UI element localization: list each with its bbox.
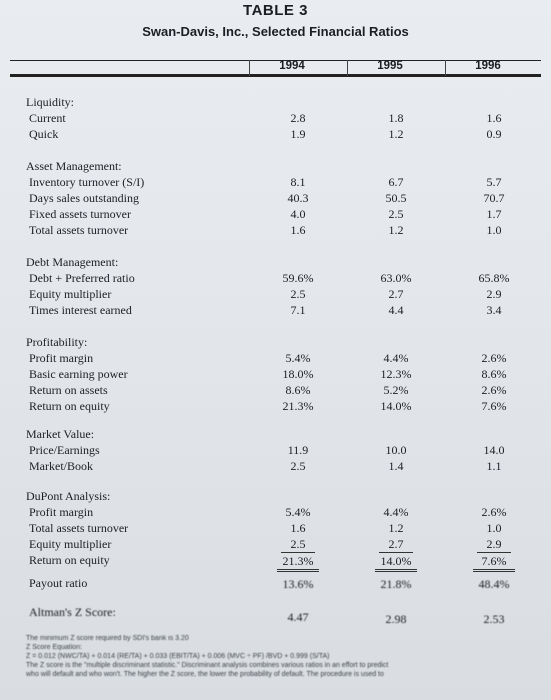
values-1994	[263, 270, 333, 318]
section-market-value	[26, 426, 100, 474]
row-label: Days sales outstanding	[29, 191, 139, 205]
table-cell: 6.7	[388, 175, 404, 189]
values-1996	[459, 504, 529, 572]
table-cell: 8.1	[290, 175, 306, 189]
values-1996	[459, 270, 529, 318]
table-cell: 2.5	[388, 207, 404, 221]
column-divider	[249, 60, 250, 76]
values-1995	[361, 442, 431, 474]
values-1994	[263, 442, 333, 474]
values-1994	[263, 110, 333, 142]
table-cell: 1.6	[290, 223, 306, 237]
header-bottom-rule	[10, 74, 541, 77]
footnote-line: Z Score Equation:	[26, 644, 83, 651]
table-cell: 2.5	[290, 459, 306, 473]
row-label: Return on equity	[29, 399, 110, 413]
values-1995	[361, 110, 431, 142]
row-label: Equity multiplier	[29, 287, 112, 301]
table-title: Swan-Davis, Inc., Selected Financial Ratios	[142, 24, 409, 39]
table-cell: 21.3%	[277, 553, 319, 572]
table-cell: 1.4	[388, 459, 404, 473]
table-cell: 2.9	[486, 287, 502, 301]
section-title: DuPont Analysis:	[26, 489, 111, 503]
table-cell: 4.4%	[383, 505, 409, 519]
table-cell: 50.5	[385, 191, 407, 205]
year-header-1994: 1994	[279, 60, 305, 72]
table-cell: 11.9	[287, 443, 309, 457]
table-cell: 70.7	[483, 191, 505, 205]
table-cell: 5.4%	[285, 505, 311, 519]
table-cell: 1.2	[388, 521, 404, 535]
row-label: Profit margin	[29, 505, 94, 519]
table-cell: 12.3%	[380, 367, 412, 381]
values-1996	[459, 110, 529, 142]
section-asset-management	[26, 158, 144, 238]
values-1994	[263, 174, 333, 238]
table-cell: 1.1	[486, 459, 502, 473]
section-title: Market Value:	[26, 427, 95, 441]
table-label: TABLE 3	[243, 2, 308, 19]
table-cell: 2.6%	[481, 351, 507, 365]
table-cell: 2.7	[388, 287, 404, 301]
table-cell: 1.6	[486, 111, 502, 125]
footnote	[26, 634, 531, 679]
table-cell: 2.7	[379, 536, 413, 553]
table-cell: 7.6%	[481, 399, 507, 413]
payout-1996: 48.4%	[478, 577, 510, 591]
row-label: Price/Earnings	[29, 443, 100, 457]
table-cell: 4.0	[290, 207, 306, 221]
table-cell: 18.0%	[282, 367, 314, 381]
payout-1995: 21.8%	[380, 577, 412, 591]
section-title: Liquidity:	[26, 95, 74, 109]
table-cell: 7.1	[290, 303, 306, 317]
table-cell: 8.6%	[285, 383, 311, 397]
altman-1996: 2.53	[483, 612, 505, 626]
footnote-line: The minimum Z score required by SDI's bank is 3.20	[26, 635, 189, 642]
table-cell: 1.7	[486, 207, 502, 221]
table-cell: 59.6%	[282, 271, 314, 285]
table-cell: 21.3%	[282, 399, 314, 413]
table-cell: 4.4%	[383, 351, 409, 365]
table-cell: 2.6%	[481, 383, 507, 397]
values-1996	[459, 350, 529, 414]
table-cell: 4.4	[388, 303, 404, 317]
row-label: Total assets turnover	[29, 521, 129, 535]
table-cell: 1.0	[486, 521, 502, 535]
table-cell: 2.5	[290, 287, 306, 301]
year-header-1996: 1996	[475, 60, 501, 72]
row-label: Return on equity	[29, 553, 110, 567]
column-divider	[445, 60, 446, 76]
table-cell: 3.4	[486, 303, 502, 317]
table-cell: 1.6	[290, 521, 306, 535]
table-cell: 7.6%	[473, 553, 515, 572]
altman-1995: 2.98	[385, 612, 407, 626]
row-label: Total assets turnover	[29, 223, 129, 237]
values-1995	[361, 350, 431, 414]
table-cell: 5.4%	[285, 351, 311, 365]
values-1995	[361, 174, 431, 238]
row-label: Inventory turnover (S/I)	[29, 175, 145, 189]
section-title: Asset Management:	[26, 159, 122, 173]
footnote-line: Z = 0.012 (NWC/TA) + 0.014 (RE/TA) + 0.033 (EBIT/TA) + 0.006 (MVC ÷ PF) /BVD + 0.999 (S/TA)	[26, 653, 330, 660]
row-label: Current	[29, 111, 66, 125]
table-cell: 65.8%	[478, 271, 510, 285]
section-title: Profitability:	[26, 335, 88, 349]
table-cell: 63.0%	[380, 271, 412, 285]
section-debt-management	[26, 254, 135, 318]
table-cell: 1.8	[388, 111, 404, 125]
section-title: Debt Management:	[26, 255, 119, 269]
table-cell: 14.0	[483, 443, 505, 457]
values-1994	[263, 350, 333, 414]
table-cell: 1.2	[388, 127, 404, 141]
values-1994	[263, 504, 333, 572]
column-divider	[347, 60, 348, 76]
row-label: Profit margin	[29, 351, 94, 365]
values-1995	[361, 270, 431, 318]
table-cell: 10.0	[385, 443, 407, 457]
section-liquidity	[26, 94, 74, 142]
values-1996	[459, 442, 529, 474]
footnote-line: who will default and who won't. The higher the Z score, the lower the probability of default. The procedure is used to	[26, 671, 384, 678]
table-cell: 14.0%	[375, 553, 417, 572]
table-cell: 2.5	[281, 536, 315, 553]
row-label: Market/Book	[29, 459, 93, 473]
row-label: Times interest earned	[29, 303, 132, 317]
table-cell: 5.2%	[383, 383, 409, 397]
table-cell: 5.7	[486, 175, 502, 189]
table-cell: 14.0%	[380, 399, 412, 413]
table-cell: 1.9	[290, 127, 306, 141]
section-profitability	[26, 334, 128, 414]
row-label: Basic earning power	[29, 367, 128, 381]
altman-z-label: Altman's Z Score:	[29, 605, 116, 619]
row-label: Equity multiplier	[29, 537, 112, 551]
payout-ratio-label: Payout ratio	[29, 576, 88, 590]
table-cell: 1.2	[388, 223, 404, 237]
row-label: Fixed assets turnover	[29, 207, 131, 221]
values-1996	[459, 174, 529, 238]
table-cell: 40.3	[287, 191, 309, 205]
row-label: Quick	[29, 127, 59, 141]
table-cell: 0.9	[486, 127, 502, 141]
row-label: Return on assets	[29, 383, 108, 397]
table-cell: 2.9	[477, 536, 511, 553]
year-header-1995: 1995	[377, 60, 403, 72]
table-cell: 8.6%	[481, 367, 507, 381]
row-label: Debt + Preferred ratio	[29, 271, 135, 285]
altman-1994: 4.47	[287, 610, 309, 624]
values-1995	[361, 504, 431, 572]
payout-1994: 13.6%	[282, 577, 314, 591]
table-cell: 2.8	[290, 111, 306, 125]
section-dupont-analysis	[26, 488, 128, 568]
table-cell: 2.6%	[481, 505, 507, 519]
footnote-line: The Z score is the "multiple discriminant statistic." Discriminant analysis combines various ratios in an effort to predict	[26, 662, 389, 669]
table-cell: 1.0	[486, 223, 502, 237]
